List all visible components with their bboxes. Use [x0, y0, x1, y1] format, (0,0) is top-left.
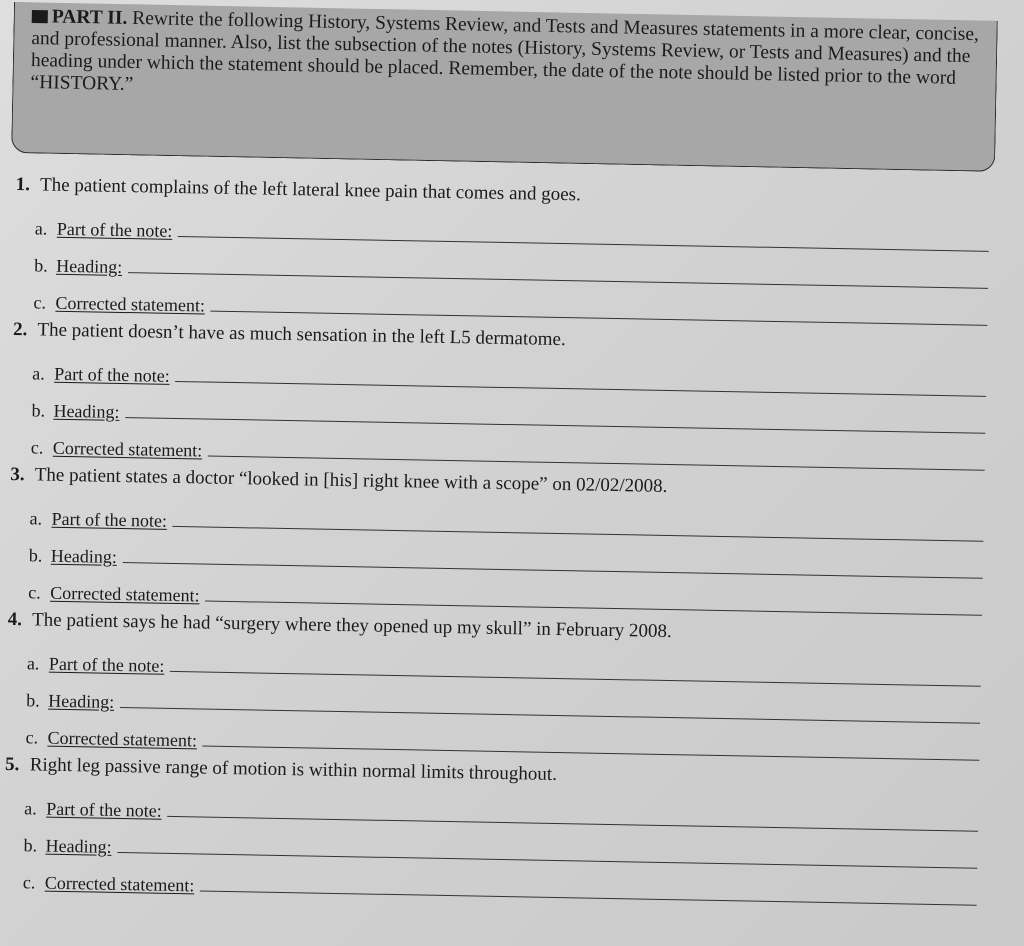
- question-number: 3.: [10, 463, 25, 486]
- sub-letter: a.: [26, 653, 40, 674]
- sub-letter: a.: [24, 798, 37, 819]
- question-2: [11, 313, 1003, 476]
- sub-letter: a.: [29, 508, 43, 529]
- sub-letter: b.: [23, 835, 38, 856]
- question-3: [8, 458, 1000, 621]
- question-5: [3, 748, 995, 911]
- answer-blank[interactable]: [200, 890, 976, 905]
- part-of-note-label: Part of the note:: [46, 798, 162, 821]
- question-4: [5, 603, 997, 766]
- corrected-statement-label: Corrected statement:: [55, 292, 206, 316]
- sub-letter: c.: [22, 872, 36, 893]
- sub-letter: b.: [34, 255, 48, 276]
- sub-letter: b.: [26, 690, 40, 711]
- sub-letter: b.: [31, 400, 46, 421]
- question-number: 5.: [4, 753, 20, 776]
- corrected-statement-label: Corrected statement:: [44, 872, 195, 896]
- sub-letter: a.: [32, 363, 45, 384]
- corrected-statement-label: Corrected statement:: [47, 727, 198, 751]
- instruction-body: Rewrite the following History, Systems Review, and Tests and Measures statements in a more clear, concise, and professional manner. Also, list the subsection of the notes (History, Systems Review, or Tests and Measures) and the heading under which the statement should be placed. Remember, the date of the note should be listed prior to the word “HISTORY.”: [30, 7, 980, 95]
- heading-label: Heading:: [48, 690, 115, 712]
- heading-label: Heading:: [45, 835, 112, 857]
- sub-letter: c.: [30, 437, 44, 458]
- instruction-text: [30, 6, 982, 112]
- corrected-statement-label: Corrected statement:: [52, 437, 203, 461]
- question-1: [13, 168, 1005, 331]
- question-text: Right leg passive range of motion is within normal limits throughout.: [29, 754, 558, 786]
- sub-letter: c.: [33, 292, 47, 313]
- part-of-note-label: Part of the note:: [51, 508, 168, 531]
- question-text: The patient doesn’t have as much sensation in the left L5 dermatome.: [37, 319, 566, 351]
- sub-letter: c.: [28, 582, 41, 603]
- part-of-note-label: Part of the note:: [54, 363, 170, 386]
- heading-label: Heading:: [53, 400, 120, 422]
- part-of-note-label: Part of the note:: [56, 218, 173, 241]
- sub-letter: b.: [28, 545, 43, 566]
- part-of-note-label: Part of the note:: [48, 653, 165, 676]
- heading-label: Heading:: [50, 545, 118, 567]
- sub-letter: c.: [25, 727, 39, 748]
- question-text: The patient states a doctor “looked in [his] right knee with a scope” on 02/02/2008.: [34, 464, 668, 497]
- part-title: PART II.: [51, 6, 128, 29]
- corrected-statement-label: Corrected statement:: [50, 582, 200, 606]
- question-text: The patient says he had “surgery where they opened up my skull” in February 2008.: [31, 609, 672, 643]
- question-list: [3, 168, 1006, 911]
- heading-label: Heading:: [56, 255, 123, 277]
- question-number: 1.: [15, 173, 31, 196]
- sub-letter: a.: [34, 218, 48, 239]
- question-text: The patient complains of the left lateral knee pain that comes and goes.: [39, 174, 581, 206]
- square-bullet-icon: [32, 10, 48, 23]
- question-number: 4.: [7, 608, 23, 631]
- question-number: 2.: [12, 318, 28, 341]
